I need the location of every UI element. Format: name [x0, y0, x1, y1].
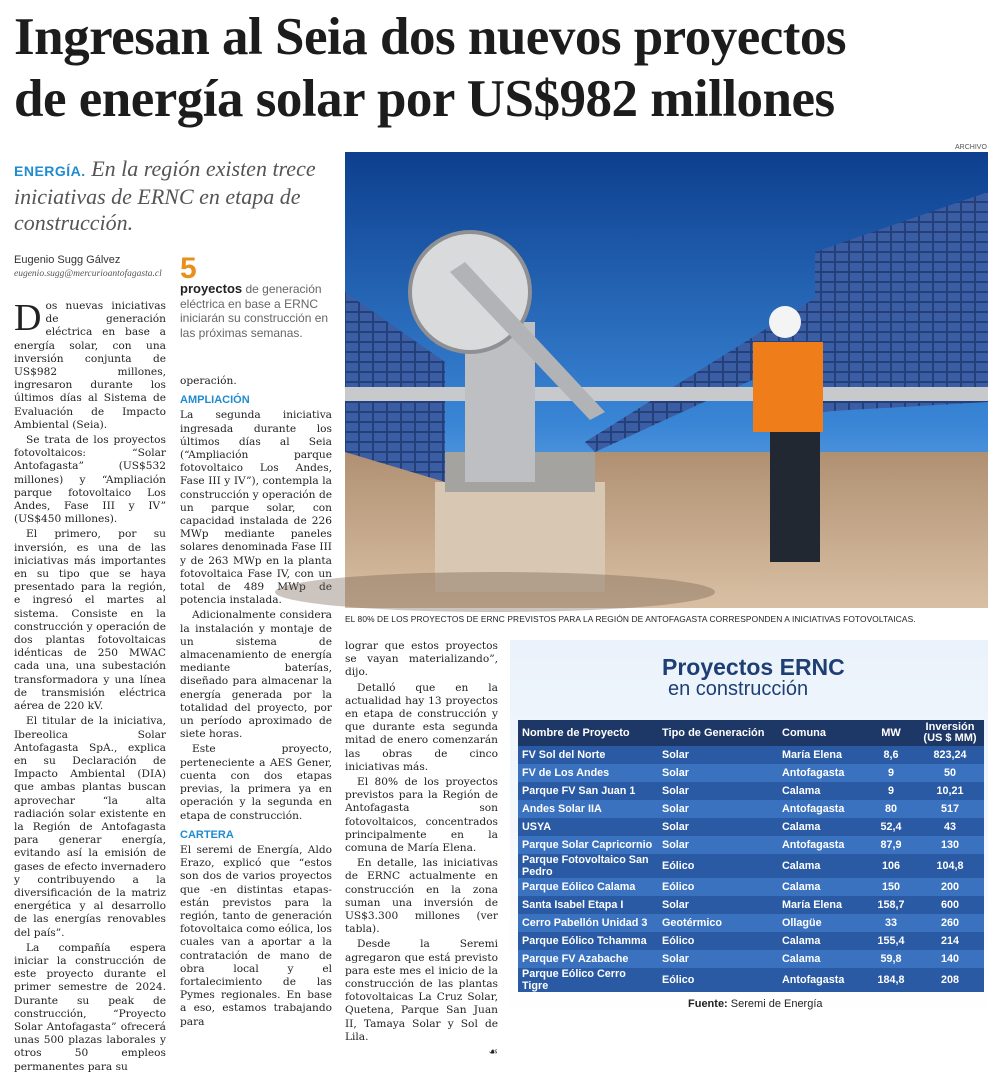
table-cell: Calama — [778, 818, 866, 836]
table-cell: 8,6 — [866, 746, 916, 764]
table-cell: 50 — [916, 764, 984, 782]
table-cell: 9 — [866, 782, 916, 800]
paragraph: operación. — [180, 375, 237, 387]
drop-cap: D — [14, 297, 42, 339]
subhead-ampliacion: AMPLIACIÓN — [180, 394, 250, 407]
table-cell: 10,21 — [916, 782, 984, 800]
table-cell: Antofagasta — [778, 968, 866, 992]
table-row — [518, 896, 984, 914]
kicker-text: En la región existen trece iniciativas de ERNC en etapa de construcción. — [14, 156, 316, 235]
article-column-1 — [14, 297, 166, 1073]
photo-caption: EL 80% DE LOS PROYECTOS DE ERNC PREVISTOS PARA LA REGIÓN DE ANTOFAGASTA CORRESPONDEN A INICIATIVAS FOTOVOLTAICAS. — [345, 614, 916, 624]
table-cell: Solar — [658, 836, 778, 854]
kicker — [14, 156, 324, 236]
table-cell: Calama — [778, 950, 866, 968]
paragraph: lograr que estos proyectos se vayan materializando”, dijo. — [345, 640, 498, 679]
table-row — [518, 950, 984, 968]
table-cell: 214 — [916, 932, 984, 950]
table-row — [518, 746, 984, 764]
table-cell: Parque FV Azabache — [518, 950, 658, 968]
source-label: Fuente: — [688, 998, 728, 1010]
subhead-cartera: CARTERA — [180, 828, 234, 841]
table-cell: 52,4 — [866, 818, 916, 836]
table-cell: Cerro Pabellón Unidad 3 — [518, 914, 658, 932]
table-cell: Solar — [658, 746, 778, 764]
header-nombre: Nombre de Proyecto — [518, 720, 658, 746]
paragraph: El primero, por su inversión, es una de las iniciativas más importantes en su tipo que se haya presentado para la región, e ingresó el martes al sistema. Consiste en la construcción y operación de dos plantas fotovoltaicas idénticas de 250 MWAC cada una, una subestación transformadora y una línea de transmisión eléctrica aérea de 220 kV. — [14, 528, 166, 713]
table-cell: 208 — [916, 968, 984, 992]
table-cell: 184,8 — [866, 968, 916, 992]
table-cell: FV Sol del Norte — [518, 746, 658, 764]
table-cell: 158,7 — [866, 896, 916, 914]
table-body — [518, 746, 984, 992]
table-cell: FV de Los Andes — [518, 764, 658, 782]
table-cell: 130 — [916, 836, 984, 854]
table-cell: 80 — [866, 800, 916, 818]
paragraph: Detalló que en la actualidad hay 13 proyectos en etapa de construcción y que durante esta segunda mitad de enero comenzarán las obras de cinco iniciativas más. — [345, 681, 498, 773]
table-cell: Parque Eólico Tchamma — [518, 932, 658, 950]
table-cell: 155,4 — [866, 932, 916, 950]
table-cell: María Elena — [778, 896, 866, 914]
solar-plant-photo — [345, 152, 988, 608]
table-row — [518, 932, 984, 950]
table-cell: 260 — [916, 914, 984, 932]
headline-line-1: Ingresan al Seia dos nuevos proyectos — [14, 8, 847, 66]
table-cell: Calama — [778, 878, 866, 896]
factbox-number: 5 — [180, 252, 197, 285]
table-cell: USYA — [518, 818, 658, 836]
paragraph: Este proyecto, perteneciente a AES Gener, cuenta con dos etapas previas, la primera ya en operación y la segunda en etapa de construcción. — [180, 743, 332, 822]
table-cell: Solar — [658, 782, 778, 800]
paragraph: Desde la Seremi agregaron que está previsto para este mes el inicio de la construcción de las plantas fotovoltaicas La Cruz Solar, Quetena, Parque San Juan II, Tamaya Solar y Sol de Lila. — [345, 938, 498, 1043]
table-source — [688, 998, 823, 1010]
table-cell: Parque Eólico Cerro Tigre — [518, 968, 658, 992]
paragraph: El titular de la iniciativa, Ibereolica Solar Antofagasta SpA., explica en su Declaración de Impacto Ambiental (DIA) que ambas plantas buscan aprovechar “la alta radiación solar existente en la Región de Antofagasta para generar energía, evitando así la emisión de gases de efecto invernadero y contribuyendo a la diversificación de la matriz energética y al desarrollo de las energías renovables del país”. — [14, 715, 166, 939]
table-row — [518, 968, 984, 992]
table-cell: Calama — [778, 782, 866, 800]
table-row — [518, 854, 984, 878]
source-value: Seremi de Energía — [730, 998, 823, 1010]
table-cell: Solar — [658, 764, 778, 782]
factbox-text: de generación eléctrica en base a ERNC iniciarán su construcción en las próximas semanas. — [180, 282, 329, 340]
photo-illustration — [345, 152, 988, 608]
table-cell: Parque Fotovoltaico San Pedro — [518, 854, 658, 878]
table-cell: 200 — [916, 878, 984, 896]
byline-author: Eugenio Sugg Gálvez — [14, 254, 121, 266]
table-cell: Calama — [778, 932, 866, 950]
table-cell: Antofagasta — [778, 764, 866, 782]
byline-email[interactable]: eugenio.sugg@mercurioantofagasta.cl — [14, 269, 162, 279]
table-cell: Antofagasta — [778, 800, 866, 818]
header-comuna: Comuna — [778, 720, 866, 746]
table-cell: Solar — [658, 896, 778, 914]
table-cell: Calama — [778, 854, 866, 878]
end-mark-icon: ☙ — [488, 1046, 498, 1059]
table-title: Proyectos ERNC — [662, 654, 845, 680]
table-cell: 600 — [916, 896, 984, 914]
kicker-tag: ENERGÍA. — [14, 163, 86, 179]
paragraph: El seremi de Energía, Aldo Erazo, explicó que “estos son dos de varios proyectos que -en distintas etapas- están previstos para la región, tanto de generación fotovoltaica como eólica, los cuales van a aportar a la contratación de mano de obra local y el fortalecimiento de las Pymes regionales. En base a eso, estamos trabajando para — [180, 843, 332, 1028]
table-cell: Solar — [658, 800, 778, 818]
table-cell: 823,24 — [916, 746, 984, 764]
table-header-row — [518, 720, 984, 746]
table-cell: María Elena — [778, 746, 866, 764]
table-cell: 59,8 — [866, 950, 916, 968]
paragraph: Adicionalmente considera la instalación y montaje de un sistema de almacenamiento de energía mediante baterías, diseñado para almacenar la energía generada por la totalidad del proyecto, por un período aproximado de siete horas. — [180, 609, 332, 741]
table-cell: Eólico — [658, 854, 778, 878]
table-cell: Eólico — [658, 878, 778, 896]
table-row — [518, 764, 984, 782]
headline — [14, 6, 986, 130]
paragraph: La compañía espera iniciar la construcción de este proyecto durante el primer semestre de 2024. Durante su peak de construcción, “Proyecto Solar Antofagasta” ofrecerá unas 500 plazas laborales y otros 50 empleos permanentes para su — [14, 941, 166, 1073]
table-cell: Solar — [658, 818, 778, 836]
table-cell: Parque Solar Capricornio — [518, 836, 658, 854]
table-cell: 87,9 — [866, 836, 916, 854]
table-cell: 140 — [916, 950, 984, 968]
table-cell: Parque FV San Juan 1 — [518, 782, 658, 800]
table-row — [518, 836, 984, 854]
paragraph: La segunda iniciativa ingresada durante los últimos días al Seia (“Ampliación parque fotovoltaico Los Andes, Fase III y IV”), contempla la construcción y operación de un parque solar, con capacidad instalada de 226 MWp mediante paneles solares denominada Fase III y de 263 MWp en la planta fotovoltaica Fase IV, con un total de 489 MWp de potencia instalada. — [180, 409, 332, 607]
ernc-projects-table — [510, 640, 988, 1020]
table-row — [518, 878, 984, 896]
table-row — [518, 800, 984, 818]
table-cell: 43 — [916, 818, 984, 836]
headline-line-2: de energía solar por US$982 millones — [14, 70, 835, 128]
projects-table — [518, 720, 984, 992]
table-cell: 33 — [866, 914, 916, 932]
table-cell: Eólico — [658, 932, 778, 950]
table-cell: Parque Eólico Calama — [518, 878, 658, 896]
table-cell: 104,8 — [916, 854, 984, 878]
table-cell: Eólico — [658, 968, 778, 992]
article-column-3 — [345, 640, 498, 1059]
header-mw: MW — [866, 720, 916, 746]
table-cell: Solar — [658, 950, 778, 968]
table-cell: Andes Solar IIA — [518, 800, 658, 818]
paragraph: Se trata de los proyectos fotovoltaicos: “Solar Antofagasta” (US$532 millones) y “Ampliación parque fotovoltaico Los Andes, Fase III y IV” (US$450 millones). — [14, 434, 166, 526]
table-row — [518, 818, 984, 836]
table-cell: 517 — [916, 800, 984, 818]
table-cell: Antofagasta — [778, 836, 866, 854]
table-row — [518, 782, 984, 800]
table-row — [518, 914, 984, 932]
paragraph: El 80% de los proyectos previstos para la Región de Antofagasta son fotovoltaicos, concentrados principalmente en la comuna de María Elena. — [345, 776, 498, 855]
article-column-2 — [180, 375, 332, 1026]
header-tipo: Tipo de Generación — [658, 720, 778, 746]
table-cell: 9 — [866, 764, 916, 782]
paragraph: En detalle, las iniciativas de ERNC actualmente en construcción en la zona suman una inversión de US$3.300 millones (ver tabla). — [345, 857, 498, 936]
photo-credit: ARCHIVO — [955, 144, 987, 151]
table-cell: Ollagüe — [778, 914, 866, 932]
factbox-bold: proyectos — [180, 281, 243, 296]
table-cell: Geotérmico — [658, 914, 778, 932]
table-cell: 150 — [866, 878, 916, 896]
table-subtitle: en construcción — [668, 678, 809, 700]
table-cell: Santa Isabel Etapa I — [518, 896, 658, 914]
factbox — [180, 282, 340, 340]
header-inversion: Inversión (US $ MM) — [916, 720, 984, 746]
paragraph: os nuevas iniciativas de generación eléctrica en base a energía solar, con una inversión conjunta de US$982 millones, ingresaron durante los últimos días al Sistema de Evaluación de Impacto Ambiental (Seia). — [14, 300, 166, 431]
table-cell: 106 — [866, 854, 916, 878]
